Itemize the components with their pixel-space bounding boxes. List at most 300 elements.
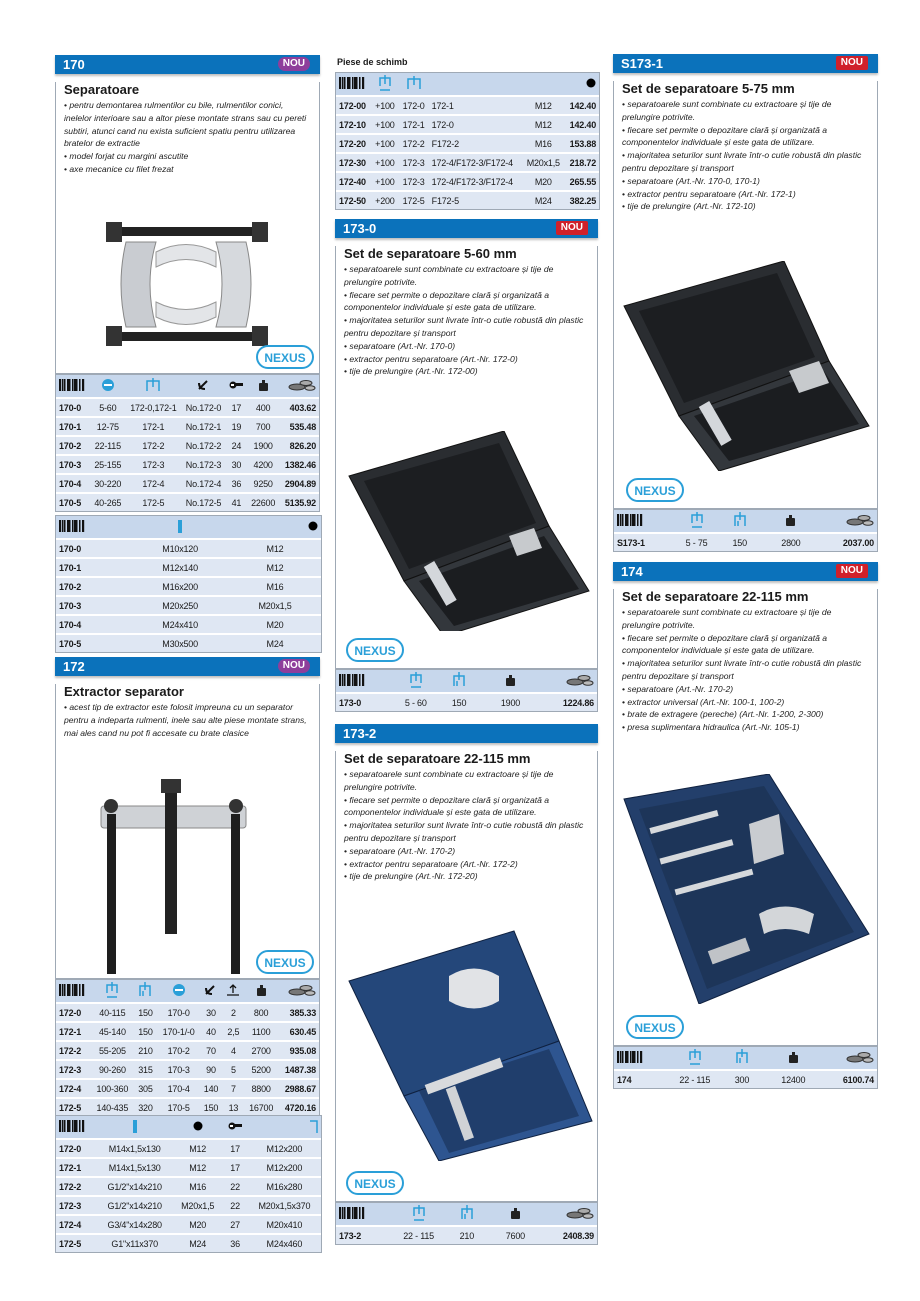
article-number: 172-3 [56, 1060, 91, 1079]
extractor-span-icon [665, 1047, 724, 1070]
table-row [56, 474, 319, 493]
new-badge: NOU [278, 659, 310, 673]
product-title: Set de separatoare 5-75 mm [622, 81, 795, 96]
article-number: 172-5 [56, 1234, 97, 1252]
cell: 36 [222, 1234, 247, 1252]
extractor-span-icon [91, 980, 133, 1003]
description-bullet: • extractor pentru separatoare (Art.-Nr. 172-0) [344, 353, 591, 366]
price: 2408.39 [536, 1226, 597, 1244]
barcode-icon [336, 670, 392, 693]
cell: 30-220 [90, 474, 125, 493]
article-number: 170-2 [56, 577, 131, 596]
cell: 300 [724, 1070, 759, 1088]
cell: No.172-1 [181, 417, 225, 436]
spare-parts-table [335, 72, 600, 210]
table-row [56, 596, 321, 615]
cell: 5200 [244, 1060, 277, 1079]
table-row [56, 1196, 321, 1215]
cell: 170-2 [158, 1041, 200, 1060]
cell: 172-1 [125, 417, 181, 436]
article-number: 172-0 [56, 1003, 91, 1022]
description-bullet: • extractor pentru separatoare (Art.-Nr. 172-2) [344, 858, 591, 871]
cell: 100-360 [91, 1079, 133, 1098]
extractor-depth-icon [133, 980, 157, 1003]
description-bullet: • majoritatea seturilor sunt livrate într-o cutie robustă din plastic pentru depozitare și transport [622, 657, 871, 683]
price: 4720.16 [278, 1098, 319, 1116]
weight-icon [769, 510, 813, 533]
table-header-row [56, 980, 319, 1003]
article-number: 170-1 [56, 417, 90, 436]
cell: No.172-5 [181, 493, 225, 511]
cell: G1/2"x14x210 [97, 1177, 173, 1196]
data-table [56, 980, 319, 1116]
cell: 13 [222, 1098, 244, 1116]
cell: M20x1,5 [522, 153, 564, 172]
cell: 90 [200, 1060, 223, 1079]
table-header-row [56, 1116, 321, 1139]
cell: M12 [173, 1158, 223, 1177]
price: 630.45 [278, 1022, 319, 1041]
description-bullet: • majoritatea seturilor sunt livrate într-o cutie robustă din plastic pentru depozitare și transport [622, 149, 871, 175]
price: 2904.89 [279, 474, 319, 493]
cell: M12 [522, 115, 564, 134]
article-number: 172-3 [56, 1196, 97, 1215]
table-row [336, 172, 599, 191]
price: 1487.38 [278, 1060, 319, 1079]
extractor-icon [399, 73, 429, 96]
section-170 [55, 55, 320, 512]
article-number: 170-1 [56, 558, 131, 577]
cell: No.172-4 [181, 474, 225, 493]
cell: 1900 [247, 436, 279, 455]
description-bullet: • separatoare (Art.-Nr. 170-2) [622, 683, 871, 696]
article-number: 172-4 [56, 1079, 91, 1098]
cell: 172-0,172-1 [125, 398, 181, 417]
bolt-icon [200, 980, 223, 1003]
cell: 172-5 [399, 191, 429, 209]
cell: 41 [226, 493, 247, 511]
cell: +100 [371, 134, 398, 153]
table-row [56, 493, 319, 511]
product-description [622, 98, 871, 213]
article-number: 170-3 [56, 455, 90, 474]
cell: M14x1,5x130 [97, 1158, 173, 1177]
article-code: 173-2 [343, 726, 377, 741]
price: 826.20 [279, 436, 319, 455]
table-row [336, 191, 599, 209]
data-table [336, 73, 599, 209]
article-number: 170-5 [56, 493, 90, 511]
cell: 17 [222, 1139, 247, 1158]
cell: M10x120 [131, 539, 229, 558]
header-cell [429, 73, 523, 96]
barcode-icon [336, 1203, 388, 1226]
cell: M20 [522, 172, 564, 191]
description-bullet: • fiecare set permite o depozitare clară și organizată a componentelor individuale și este gata de utilizare. [622, 632, 871, 658]
spindle-table-172 [55, 1115, 322, 1253]
cell: 22 [222, 1177, 247, 1196]
description-bullet: • separatoarele sunt combinate cu extractoare și tije de prelungire potrivite. [344, 768, 591, 794]
cell: M24x410 [131, 615, 229, 634]
table-row [56, 577, 321, 596]
price: 1382.46 [279, 455, 319, 474]
cell: M30x500 [131, 634, 229, 652]
barcode-icon [56, 980, 91, 1003]
description-bullet: • brate de extragere (pereche) (Art.-Nr. 1-200, 2-300) [622, 708, 871, 721]
weight-icon [244, 980, 277, 1003]
table-header-row [614, 1047, 877, 1070]
barcode-icon [56, 516, 131, 539]
cell: 22 - 115 [665, 1070, 724, 1088]
nexus-logo [626, 1015, 684, 1039]
bolt-icon [181, 375, 225, 398]
weight-icon [489, 670, 533, 693]
data-table [56, 516, 321, 652]
nexus-logo [346, 1171, 404, 1195]
cell: 172-4 [125, 474, 181, 493]
cell: 4 [222, 1041, 244, 1060]
description-bullet: • separatoare (Art.-Nr. 170-0) [344, 340, 591, 353]
cell: M24 [229, 634, 321, 652]
section-173-2 [335, 724, 598, 1245]
cell: 2800 [769, 533, 813, 551]
spindle-icon [97, 1116, 173, 1139]
cell: M16x280 [248, 1177, 321, 1196]
spec-table-174 [613, 1046, 878, 1089]
description-bullet: • tije de prelungire (Art.-Nr. 172-10) [622, 200, 871, 213]
cell: 24 [226, 436, 247, 455]
table-row [56, 455, 319, 474]
nut-icon [564, 73, 599, 96]
product-title: Extractor separator [64, 684, 184, 699]
cell: 17 [222, 1158, 247, 1177]
cell: 16700 [244, 1098, 277, 1116]
cell: 25-155 [90, 455, 125, 474]
cell: 172-3 [399, 172, 429, 191]
hook-icon [248, 1116, 321, 1139]
cell: 8800 [244, 1079, 277, 1098]
cell: M20x250 [131, 596, 229, 615]
cell: M20 [229, 615, 321, 634]
product-title: Set de separatoare 22-115 mm [622, 589, 809, 604]
cell: 2700 [244, 1041, 277, 1060]
product-title: Set de separatoare 5-60 mm [344, 246, 517, 261]
header-cell [760, 1047, 770, 1070]
cell: 172-1 [399, 115, 429, 134]
extractor-image [91, 774, 251, 974]
article-number: 172-1 [56, 1022, 91, 1041]
data-table [614, 510, 877, 551]
extractor-depth-icon [449, 1203, 485, 1226]
cell: 140-435 [91, 1098, 133, 1116]
cell: M14x1,5x130 [97, 1139, 173, 1158]
data-table [56, 375, 319, 511]
data-table [336, 670, 597, 711]
product-title: Set de separatoare 22-115 mm [344, 751, 531, 766]
data-table [336, 1203, 597, 1244]
price-icon [278, 980, 319, 1003]
cell: M12 [522, 96, 564, 115]
article-number: 173-2 [336, 1226, 388, 1244]
description-bullet: • tije de prelungire (Art.-Nr. 172-20) [344, 870, 591, 883]
cell: 17 [226, 398, 247, 417]
price: 5135.92 [279, 493, 319, 511]
data-table [614, 1047, 877, 1088]
article-number: 170-2 [56, 436, 90, 455]
cell: 12400 [769, 1070, 817, 1088]
article-number: 172-2 [56, 1177, 97, 1196]
weight-icon [495, 1203, 536, 1226]
cell: 9250 [247, 474, 279, 493]
separator-image [96, 217, 276, 357]
separator-range-icon [158, 980, 200, 1003]
cell: +200 [371, 191, 398, 209]
product-card [55, 684, 320, 979]
case-image [344, 431, 594, 631]
weight-icon [247, 375, 279, 398]
case-image [344, 921, 594, 1161]
cell: No.172-0 [181, 398, 225, 417]
cell: F172-5 [429, 191, 523, 209]
cell: M16 [173, 1177, 223, 1196]
section-header [613, 562, 878, 581]
price: 142.40 [564, 96, 599, 115]
table-row [56, 634, 321, 652]
price: 935.08 [278, 1041, 319, 1060]
price-icon [536, 1203, 597, 1226]
cell: 172-0 [399, 96, 429, 115]
nexus-logo-text: NEXUS [264, 351, 306, 365]
cell: 55-205 [91, 1041, 133, 1060]
section-174 [613, 562, 878, 1089]
cell: 7 [222, 1079, 244, 1098]
nexus-logo [626, 478, 684, 502]
table-row [56, 417, 319, 436]
article-number: 170-5 [56, 634, 131, 652]
description-bullet: • acest tip de extractor este folosit impreuna cu un separator pentru a indeparta rulmenti, inele sau alte piese montate strans, mai ales cand nu pot fi accesate cu brate clasice [64, 701, 313, 739]
cell: 700 [247, 417, 279, 436]
spec-table-s173-1 [613, 509, 878, 552]
cell: 172-4/F172-3/F172-4 [429, 172, 523, 191]
cell: 2,5 [222, 1022, 244, 1041]
header-cell [759, 510, 769, 533]
table-row [56, 1060, 319, 1079]
new-badge: NOU [556, 221, 588, 235]
table-row [56, 1041, 319, 1060]
cell: +100 [371, 153, 398, 172]
barcode-icon [614, 510, 673, 533]
extractor-span-icon [673, 510, 721, 533]
extractor-depth-icon [724, 1047, 759, 1070]
cell: 800 [244, 1003, 277, 1022]
cell: 22 [222, 1196, 247, 1215]
barcode-icon [56, 375, 90, 398]
svg-text:NEXUS: NEXUS [354, 1177, 396, 1191]
product-description [64, 99, 313, 176]
cell: M16 [229, 577, 321, 596]
cell: M20x1,5x370 [248, 1196, 321, 1215]
cell [760, 1070, 770, 1088]
cell: 5 [222, 1060, 244, 1079]
article-code: 170 [63, 57, 85, 72]
extractor-icon [125, 375, 181, 398]
cell: 22 - 115 [388, 1226, 448, 1244]
article-code: S173-1 [621, 56, 663, 71]
price: 142.40 [564, 115, 599, 134]
cell: 170-5 [158, 1098, 200, 1116]
cell: M12 [229, 539, 321, 558]
cell: 2 [222, 1003, 244, 1022]
table-row [336, 693, 597, 711]
price-icon [817, 1047, 877, 1070]
section-header [55, 657, 320, 676]
extractor-span-icon [388, 1203, 448, 1226]
cell: 12-75 [90, 417, 125, 436]
cell: 172-0 [429, 115, 523, 134]
price: 6100.74 [817, 1070, 877, 1088]
table-header-row [56, 516, 321, 539]
table-row [336, 1226, 597, 1244]
description-bullet: • majoritatea seturilor sunt livrate într-o cutie robustă din plastic pentru depozitare și transport [344, 314, 591, 340]
cell: M12x200 [248, 1158, 321, 1177]
table-row [336, 153, 599, 172]
product-description [344, 263, 591, 378]
cell: 170-3 [158, 1060, 200, 1079]
table-row [56, 1234, 321, 1252]
price: 2037.00 [813, 533, 877, 551]
price: 382.25 [564, 191, 599, 209]
product-description [622, 606, 871, 734]
nexus-logo [256, 950, 314, 974]
cell: 40-265 [90, 493, 125, 511]
section-header [335, 724, 598, 743]
price-icon [279, 375, 319, 398]
cell: 7600 [495, 1226, 536, 1244]
article-number: 172-1 [56, 1158, 97, 1177]
spec-table-173-0 [335, 669, 598, 712]
cell: 30 [226, 455, 247, 474]
cell: 90-260 [91, 1060, 133, 1079]
article-number: 172-2 [56, 1041, 91, 1060]
product-description [344, 768, 591, 883]
product-description [64, 701, 313, 739]
nexus-logo [256, 345, 314, 369]
section-header [55, 55, 320, 74]
nexus-logo [346, 638, 404, 662]
svg-text:NEXUS: NEXUS [354, 644, 396, 658]
cell: 150 [200, 1098, 223, 1116]
table-row [56, 1215, 321, 1234]
description-bullet: • pentru demontarea rulmentilor cu bile, rulmentilor conici, inelelor interioare sau a altor piese montate strans sau cu pereti subtiri, atunci cand nu exista suficient spatiu pentru utilizarea bratelor de extractie [64, 99, 313, 150]
article-number: 172-10 [336, 115, 371, 134]
cell: 172-1 [429, 96, 523, 115]
product-card [613, 81, 878, 509]
cell: M20x1,5 [173, 1196, 223, 1215]
price: 1224.86 [532, 693, 597, 711]
cell: M16x200 [131, 577, 229, 596]
table-row [56, 436, 319, 455]
product-title: Separatoare [64, 82, 140, 97]
barcode-icon [336, 73, 371, 96]
article-number: 172-20 [336, 134, 371, 153]
article-number: 172-00 [336, 96, 371, 115]
table-row [56, 615, 321, 634]
product-card [613, 589, 878, 1046]
cell: 172-3 [399, 153, 429, 172]
section-header [613, 54, 878, 73]
svg-text:NEXUS: NEXUS [634, 1021, 676, 1035]
article-number: 174 [614, 1070, 665, 1088]
spanner-icon [222, 1116, 247, 1139]
price: 218.72 [564, 153, 599, 172]
cell: 400 [247, 398, 279, 417]
cell: 210 [133, 1041, 157, 1060]
new-badge: NOU [836, 56, 868, 70]
table-row [56, 1177, 321, 1196]
case-image [619, 261, 874, 471]
cell: 5 - 60 [392, 693, 440, 711]
cell: 315 [133, 1060, 157, 1079]
cell: M24 [522, 191, 564, 209]
description-bullet: • separatoarele sunt combinate cu extractoare și tije de prelungire potrivite. [622, 98, 871, 124]
article-number: 170-0 [56, 398, 90, 417]
price: 385.33 [278, 1003, 319, 1022]
table-row [56, 398, 319, 417]
description-bullet: • separatoare (Art.-Nr. 170-0, 170-1) [622, 175, 871, 188]
price: 535.48 [279, 417, 319, 436]
table-row [56, 1079, 319, 1098]
article-number: 172-5 [56, 1098, 91, 1116]
section-s173-1 [613, 54, 878, 552]
cell: G1/2"x14x210 [97, 1196, 173, 1215]
svg-text:NEXUS: NEXUS [264, 956, 306, 970]
table-header-row [614, 510, 877, 533]
new-badge: NOU [278, 57, 310, 71]
cell: +100 [371, 172, 398, 191]
description-bullet: • fiecare set permite o depozitare clară și organizată a componentelor individuale și este gata de utilizare. [344, 794, 591, 820]
spec-table-170 [55, 374, 320, 512]
article-number: 172-0 [56, 1139, 97, 1158]
table-row [56, 1158, 321, 1177]
cell: M12 [229, 558, 321, 577]
description-bullet: • separatoarele sunt combinate cu extractoare și tije de prelungire potrivite. [622, 606, 871, 632]
cell: 172-2 [125, 436, 181, 455]
extractor-depth-icon [440, 670, 478, 693]
cell: 27 [222, 1215, 247, 1234]
cell [485, 1226, 495, 1244]
article-code: 172 [63, 659, 85, 674]
cell [759, 533, 769, 551]
table-header-row [336, 73, 599, 96]
cell: 45-140 [91, 1022, 133, 1041]
table-row [56, 1003, 319, 1022]
spec-table-173-2 [335, 1202, 598, 1245]
description-bullet: • extractor universal (Art.-Nr. 100-1, 100-2) [622, 696, 871, 709]
extractor-depth-icon [721, 510, 759, 533]
cell: M20x1,5 [229, 596, 321, 615]
cell: 140 [200, 1079, 223, 1098]
cell: 22600 [247, 493, 279, 511]
table-header-row [336, 670, 597, 693]
new-badge: NOU [836, 564, 868, 578]
header-cell [485, 1203, 495, 1226]
cell: 150 [440, 693, 478, 711]
spindle-table-170 [55, 515, 322, 653]
cell: M24x460 [248, 1234, 321, 1252]
article-code: 174 [621, 564, 643, 579]
extractor-span-icon [371, 73, 398, 96]
table-row [614, 1070, 877, 1088]
